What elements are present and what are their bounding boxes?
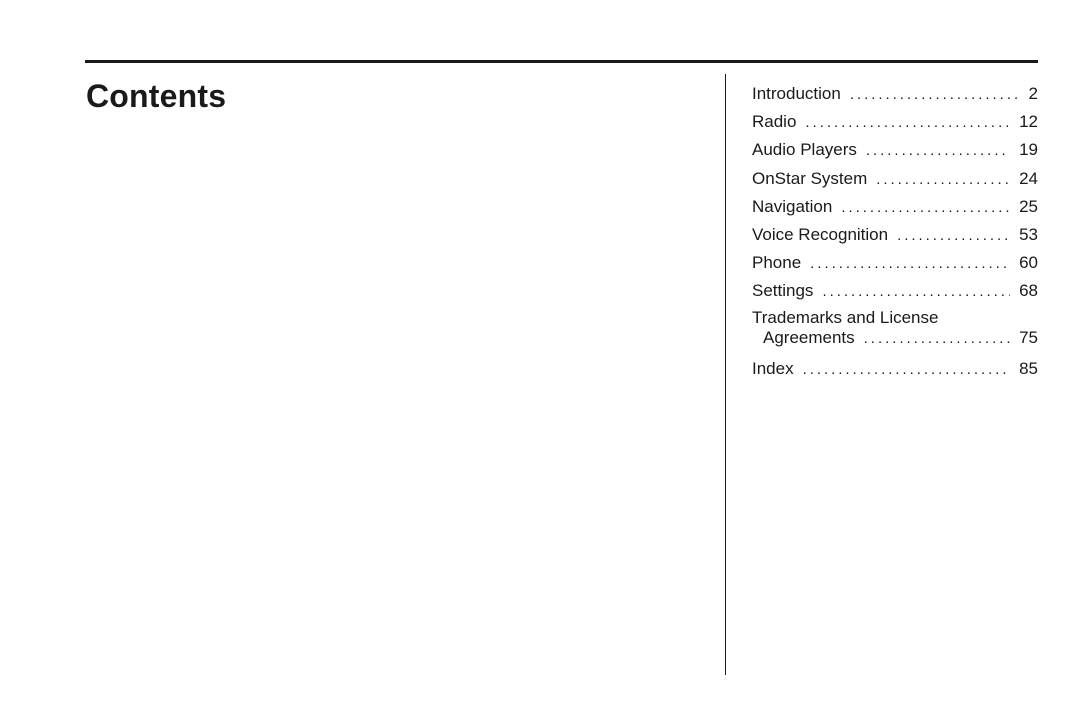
toc-entry-label: Audio Players	[752, 140, 857, 160]
toc-entry-radio[interactable]	[752, 108, 1038, 136]
toc-entry-label: Radio	[752, 112, 797, 132]
toc-page-number: 12	[1019, 112, 1038, 132]
toc-entry-label: Navigation	[752, 196, 833, 216]
toc-dot-leader	[897, 222, 1010, 250]
toc-dot-leader	[841, 194, 1010, 222]
toc-dot-leader	[850, 81, 1020, 109]
toc-dot-leader	[876, 166, 1010, 194]
column-divider	[725, 74, 726, 675]
toc-page-number: 60	[1019, 253, 1038, 273]
toc-entry-onstar-system[interactable]	[752, 165, 1038, 193]
toc-page-number: 25	[1019, 196, 1038, 216]
toc-entry-audio-players[interactable]	[752, 136, 1038, 164]
header-rule	[85, 60, 1038, 63]
toc-entry-voice-recognition[interactable]	[752, 221, 1038, 249]
table-of-contents	[752, 80, 1038, 383]
toc-entry-introduction[interactable]	[752, 80, 1038, 108]
toc-entry-label: Index	[752, 358, 794, 378]
toc-dot-leader	[866, 137, 1010, 165]
toc-dot-leader	[864, 329, 1010, 349]
toc-entry-label: OnStar System	[752, 168, 868, 188]
toc-page-number: 85	[1019, 358, 1038, 378]
toc-entry-second-line	[752, 328, 1038, 349]
toc-entry-settings[interactable]	[752, 277, 1038, 305]
toc-page-number: 68	[1019, 281, 1038, 301]
toc-entry-label: Introduction	[752, 84, 841, 103]
toc-page-number: 19	[1019, 140, 1038, 160]
toc-page-number: 75	[1019, 327, 1038, 347]
toc-dot-leader	[822, 278, 1010, 306]
toc-entry-label-line-1: Trademarks and License	[752, 307, 939, 327]
toc-entry-navigation[interactable]	[752, 193, 1038, 221]
page-title: Contents	[86, 78, 227, 114]
toc-page-number: 2	[1028, 84, 1038, 103]
toc-page-number: 24	[1019, 168, 1038, 188]
toc-page-number: 53	[1019, 224, 1038, 244]
toc-entry-phone[interactable]	[752, 249, 1038, 277]
toc-dot-leader	[810, 250, 1010, 278]
toc-dot-leader	[805, 109, 1010, 137]
toc-entry-label: Settings	[752, 281, 814, 301]
toc-entry-label: Voice Recognition	[752, 224, 889, 244]
toc-entry-label: Phone	[752, 253, 802, 273]
toc-entry-label-line-2: Agreements	[763, 327, 855, 347]
toc-dot-leader	[803, 356, 1010, 384]
toc-entry-index[interactable]	[752, 355, 1038, 383]
toc-entry-trademarks-and-license-agreements[interactable]	[752, 306, 1038, 355]
